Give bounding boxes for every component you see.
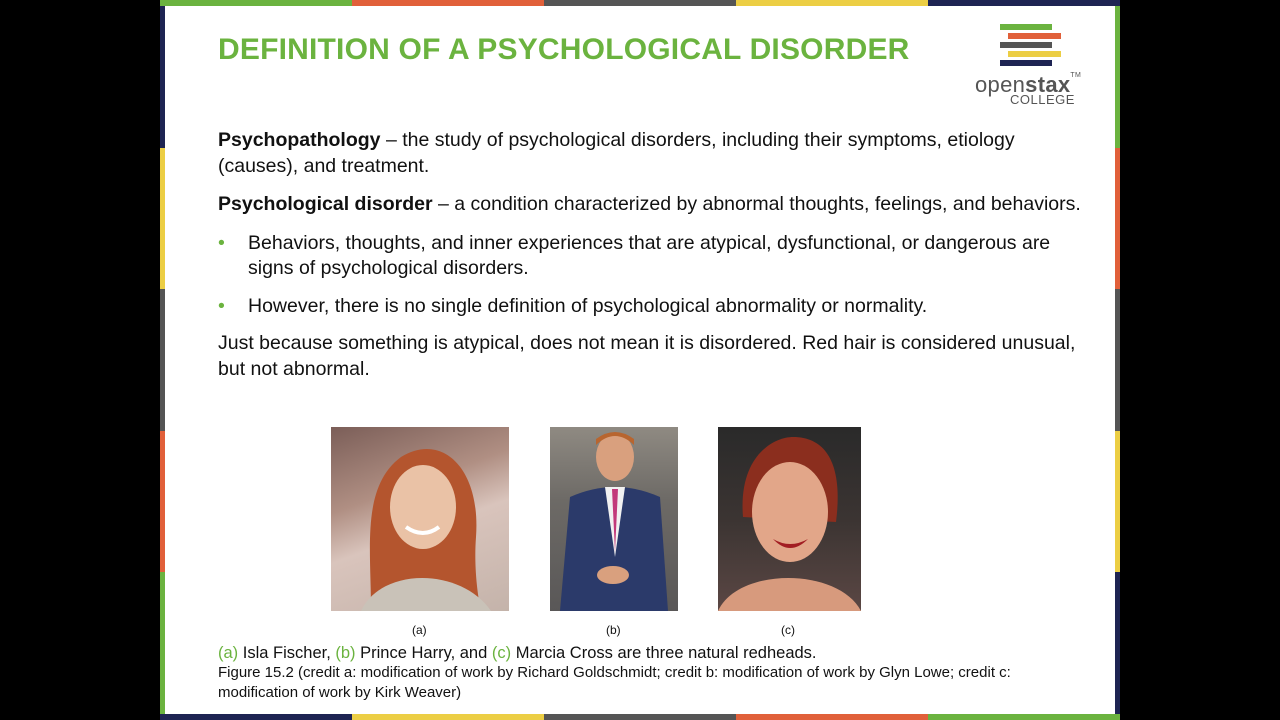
bullet-icon: • (218, 231, 225, 254)
bullet-item: • However, there is no single definition of psychological abnormality or normality. (218, 294, 1088, 320)
bullet-item: • Behaviors, thoughts, and inner experiences that are atypical, dysfunctional, or dangerous are signs of psychological disorders. (218, 231, 1051, 279)
definition-psychopathology: Psychopathology – the study of psychological disorders, including their symptoms, etiology (causes), and treatment. (218, 129, 1015, 177)
openstax-logo (972, 24, 1092, 109)
slide-body (218, 128, 1088, 395)
figure-credit: Figure 15.2 (credit a: modification of work by Richard Goldschmidt; credit b: modification of work by Glyn Lowe; credit c: modification of work by Kirk Weaver) (218, 664, 1011, 701)
photo-isla-fischer (331, 427, 509, 611)
figure-label-c: (c) (781, 623, 795, 637)
bullet-icon: • (218, 294, 225, 317)
figure-caption (218, 643, 1088, 703)
photo-marcia-cross (718, 427, 861, 611)
bullet-list (218, 231, 1088, 320)
caption-line: (a) Isla Fischer, (b) Prince Harry, and (c) Marcia Cross are three natural redheads. (218, 644, 817, 662)
logo-subtitle: COLLEGE (1010, 92, 1075, 107)
figure-label-b: (b) (606, 623, 621, 637)
slide (160, 0, 1120, 720)
slide-title: DEFINITION OF A PSYCHOLOGICAL DISORDER (218, 33, 910, 66)
top-color-bar (160, 0, 1120, 6)
definition-psychological-disorder: Psychological disorder – a condition characterized by abnormal thoughts, feelings, and behaviors. (218, 193, 1081, 215)
figure-photos (160, 427, 1120, 611)
photo-prince-harry (550, 427, 678, 611)
logo-stripes-icon (1000, 24, 1062, 66)
figure-label-a: (a) (412, 623, 427, 637)
logo-wordmark: openstax™ (975, 72, 1082, 97)
bottom-color-bar (160, 714, 1120, 720)
closing-paragraph: Just because something is atypical, does not mean it is disordered. Red hair is considered unusual, but not abnormal. (218, 332, 1076, 380)
